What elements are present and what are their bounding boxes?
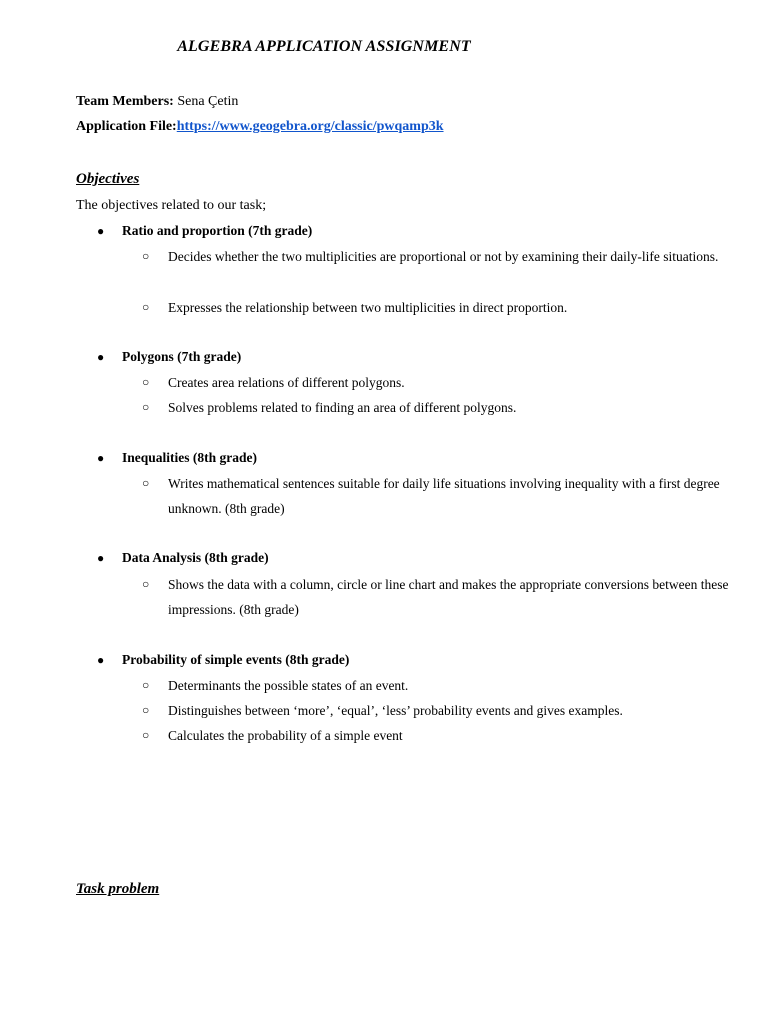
list-item <box>142 295 732 320</box>
team-members-value: Sena Çetin <box>173 94 239 109</box>
topic-label: Data Analysis (8th grade) <box>122 550 269 565</box>
list-item <box>142 673 732 698</box>
circle-bullet-icon: ○ <box>142 249 150 263</box>
list-item-text: Shows the data with a column, circle or line chart and makes the appropriate conversions between these impressions. (8th grade) <box>168 577 729 617</box>
topic-polygons <box>97 349 241 365</box>
application-file-label: Application File: <box>76 119 177 134</box>
circle-bullet-icon: ○ <box>142 375 150 389</box>
list-item-text: Writes mathematical sentences suitable for daily life situations involving inequality with a first degree unknown. (8th grade) <box>168 476 720 516</box>
circle-bullet-icon: ○ <box>142 400 150 414</box>
circle-bullet-icon: ○ <box>142 476 150 490</box>
circle-bullet-icon: ○ <box>142 577 150 591</box>
list-item-text: Calculates the probability of a simple event <box>168 728 403 743</box>
list-item <box>142 244 732 269</box>
list-item <box>142 395 732 420</box>
list-item-text: Creates area relations of different polygons. <box>168 375 405 390</box>
list-item <box>142 370 732 395</box>
list-item-text: Solves problems related to finding an area of different polygons. <box>168 400 517 415</box>
circle-bullet-icon: ○ <box>142 703 150 717</box>
application-file-link[interactable]: https://www.geogebra.org/classic/pwqamp3k <box>176 119 444 134</box>
list-item <box>142 471 732 521</box>
circle-bullet-icon: ○ <box>142 300 150 314</box>
objectives-heading: Objectives <box>76 171 140 187</box>
document-title: ALGEBRA APPLICATION ASSIGNMENT <box>177 38 471 55</box>
topic-label: Polygons (7th grade) <box>122 349 242 364</box>
topic-inequalities <box>97 450 257 466</box>
team-members-label: Team Members: <box>76 94 174 109</box>
task-problem-heading: Task problem <box>76 881 160 897</box>
topic-label: Probability of simple events (8th grade) <box>122 652 350 667</box>
bullet-icon: ● <box>97 451 105 465</box>
topic-label: Ratio and proportion (7th grade) <box>122 223 313 238</box>
bullet-icon: ● <box>97 653 105 667</box>
bullet-icon: ● <box>97 224 105 238</box>
application-file-line <box>76 119 444 135</box>
topic-probability <box>97 652 349 668</box>
topic-ratio-proportion <box>97 223 312 239</box>
list-item-text: Decides whether the two multiplicities are proportional or not by examining their daily-life situations. <box>168 249 719 264</box>
bullet-icon: ● <box>97 350 105 364</box>
list-item <box>142 572 732 622</box>
team-members-line <box>76 94 238 110</box>
circle-bullet-icon: ○ <box>142 678 150 692</box>
list-item-text: Expresses the relationship between two multiplicities in direct proportion. <box>168 300 568 315</box>
list-item-text: Distinguishes between ‘more’, ‘equal’, ‘less’ probability events and gives examples. <box>168 703 623 718</box>
topic-label: Inequalities (8th grade) <box>122 450 257 465</box>
topic-data-analysis <box>97 550 269 566</box>
list-item-text: Determinants the possible states of an event. <box>168 678 409 693</box>
objectives-intro: The objectives related to our task; <box>76 198 267 213</box>
list-item <box>142 723 732 748</box>
list-item <box>142 698 732 723</box>
circle-bullet-icon: ○ <box>142 728 150 742</box>
bullet-icon: ● <box>97 551 105 565</box>
